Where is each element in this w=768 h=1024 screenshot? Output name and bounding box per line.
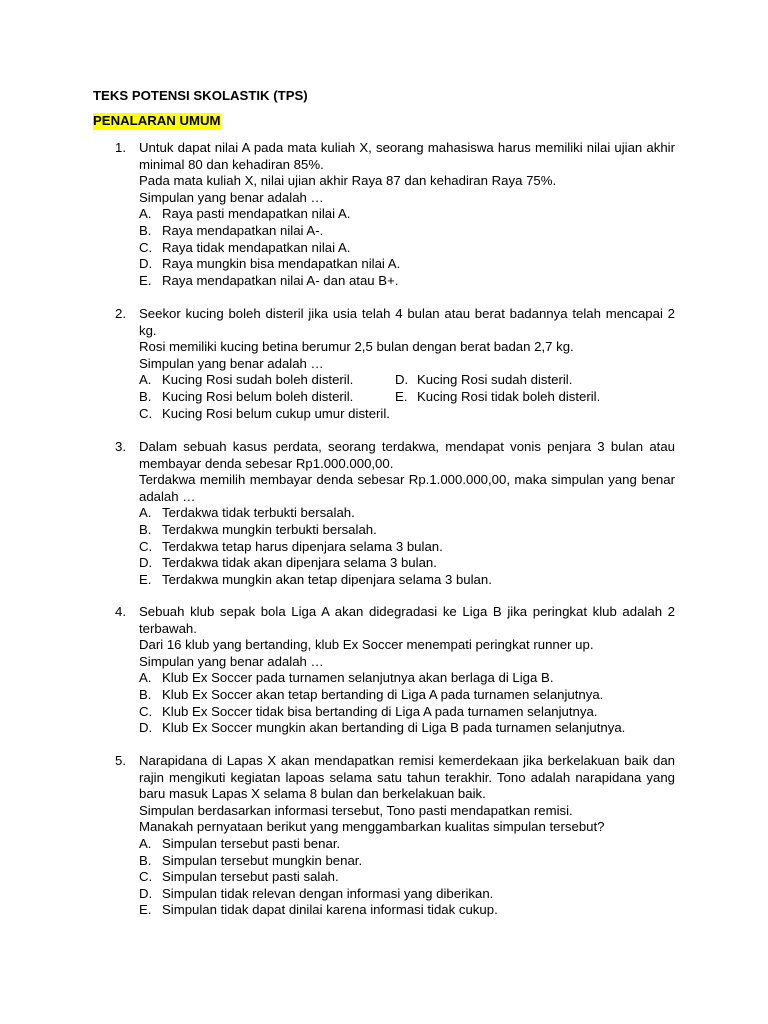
option-letter: B. xyxy=(139,222,152,238)
option-a xyxy=(139,505,675,522)
question-stem: Terdakwa memilih membayar denda sebesar Rp.1.000.000,00, maka simpulan yang benar adalah … xyxy=(139,472,675,504)
question-prompt: Simpulan yang benar adalah … xyxy=(139,355,324,371)
question-stem: Seekor kucing boleh disteril jika usia telah 4 bulan atau berat badannya telah mencapai 2 kg. xyxy=(139,306,675,338)
option-text: Kucing Rosi belum cukup umur disteril. xyxy=(162,405,390,421)
question-stem: Narapidana di Lapas X akan mendapatkan remisi kemerdekaan jika berkelakuan baik dan rajin mengikuti kegiatan lapoas selama satu tahun terakhir. Tono adalah narapidana yang baru masuk Lapas X selama 8 bulan dan berkelakuan baik. xyxy=(139,753,675,802)
question-body xyxy=(139,439,675,588)
question-number: 3. xyxy=(115,439,126,454)
option-b xyxy=(139,853,675,870)
option-text: Klub Ex Soccer akan tetap bertanding di Liga A pada turnamen selanjutnya. xyxy=(162,686,604,702)
question-number: 1. xyxy=(115,140,126,155)
option-text: Raya mungkin bisa mendapatkan nilai A. xyxy=(162,256,401,272)
option-letter: B. xyxy=(139,686,152,702)
question-stem: Rosi memiliki kucing betina berumur 2,5 bulan dengan berat badan 2,7 kg. xyxy=(139,339,574,355)
question-stem: Sebuah klub sepak bola Liga A akan didegradasi ke Liga B jika peringkat klub adalah 2 terbawah. xyxy=(139,604,675,636)
question-4 xyxy=(115,604,675,737)
question-body xyxy=(139,604,675,737)
option-text: Simpulan tersebut pasti salah. xyxy=(162,869,339,885)
option-letter: D. xyxy=(395,372,409,388)
question-prompt: Simpulan yang benar adalah … xyxy=(139,653,324,669)
option-text: Kucing Rosi tidak boleh disteril. xyxy=(417,388,601,404)
question-number: 5. xyxy=(115,753,126,768)
option-c xyxy=(139,240,675,257)
option-letter: E. xyxy=(395,388,408,404)
options-row xyxy=(139,406,675,423)
option-text: Klub Ex Soccer mungkin akan bertanding di Liga B pada turnamen selanjutnya. xyxy=(162,720,626,736)
question-1 xyxy=(115,140,675,289)
option-text: Raya pasti mendapatkan nilai A. xyxy=(162,206,351,222)
option-text: Terdakwa mungkin terbukti bersalah. xyxy=(162,521,377,537)
option-d xyxy=(139,256,675,273)
option-letter: B. xyxy=(139,521,152,537)
option-text: Simpulan tidak dapat dinilai karena informasi tidak cukup. xyxy=(162,902,498,918)
option-text: Raya mendapatkan nilai A- dan atau B+. xyxy=(162,272,399,288)
option-text: Raya tidak mendapatkan nilai A. xyxy=(162,239,351,255)
question-5 xyxy=(115,753,675,919)
question-stem: Simpulan berdasarkan informasi tersebut, Tono pasti mendapatkan remisi. xyxy=(139,802,573,818)
option-text: Klub Ex Soccer tidak bisa bertanding di Liga A pada turnamen selanjutnya. xyxy=(162,703,598,719)
option-d xyxy=(395,372,572,389)
options-two-column xyxy=(139,372,675,422)
option-letter: E. xyxy=(139,571,152,587)
question-2 xyxy=(115,306,675,422)
option-letter: A. xyxy=(139,372,152,388)
option-letter: C. xyxy=(139,703,153,719)
option-text: Simpulan tersebut mungkin benar. xyxy=(162,852,363,868)
option-d xyxy=(139,886,675,903)
question-number: 4. xyxy=(115,604,126,619)
option-d xyxy=(139,555,675,572)
option-text: Terdakwa tidak akan dipenjara selama 3 bulan. xyxy=(162,555,437,571)
option-e xyxy=(139,273,675,290)
option-c xyxy=(139,406,390,423)
option-d xyxy=(139,720,675,737)
option-letter: D. xyxy=(139,885,153,901)
option-letter: A. xyxy=(139,505,152,521)
option-text: Terdakwa tetap harus dipenjara selama 3 bulan. xyxy=(162,538,443,554)
option-text: Terdakwa mungkin akan tetap dipenjara selama 3 bulan. xyxy=(162,571,492,587)
question-prompt: Manakah pernyataan berikut yang menggambarkan kualitas simpulan tersebut? xyxy=(139,819,605,835)
option-b xyxy=(139,223,675,240)
option-a xyxy=(139,206,675,223)
question-stem: Pada mata kuliah X, nilai ujian akhir Raya 87 dan kehadiran Raya 75%. xyxy=(139,173,557,189)
option-letter: A. xyxy=(139,206,152,222)
option-letter: B. xyxy=(139,852,152,868)
question-stem: Dari 16 klub yang bertanding, klub Ex Soccer menempati peringkat runner up. xyxy=(139,637,594,653)
section-heading-highlighted: PENALARAN UMUM xyxy=(93,113,221,128)
question-prompt: Simpulan yang benar adalah … xyxy=(139,189,324,205)
option-letter: E. xyxy=(139,902,152,918)
option-text: Kucing Rosi sudah boleh disteril. xyxy=(162,372,354,388)
options-row xyxy=(139,372,675,389)
option-letter: A. xyxy=(139,670,152,686)
question-body xyxy=(139,753,675,919)
option-c xyxy=(139,869,675,886)
option-b xyxy=(139,522,675,539)
option-a xyxy=(139,670,675,687)
option-a xyxy=(139,836,675,853)
option-letter: E. xyxy=(139,272,152,288)
option-text: Kucing Rosi sudah disteril. xyxy=(417,372,573,388)
option-letter: D. xyxy=(139,256,153,272)
option-text: Simpulan tersebut pasti benar. xyxy=(162,835,341,851)
option-letter: A. xyxy=(139,835,152,851)
option-letter: D. xyxy=(139,720,153,736)
option-letter: C. xyxy=(139,538,153,554)
option-e xyxy=(395,389,600,406)
option-e xyxy=(139,572,675,589)
option-c xyxy=(139,704,675,721)
question-body xyxy=(139,306,675,422)
option-letter: C. xyxy=(139,869,153,885)
question-number: 2. xyxy=(115,306,126,321)
option-text: Simpulan tidak relevan dengan informasi yang diberikan. xyxy=(162,885,494,901)
option-text: Klub Ex Soccer pada turnamen selanjutnya akan berlaga di Liga B. xyxy=(162,670,554,686)
option-c xyxy=(139,539,675,556)
option-letter: B. xyxy=(139,388,152,404)
option-letter: C. xyxy=(139,239,153,255)
option-e xyxy=(139,902,675,919)
option-a xyxy=(139,372,353,389)
option-text: Terdakwa tidak terbukti bersalah. xyxy=(162,505,355,521)
option-text: Kucing Rosi belum boleh disteril. xyxy=(162,388,354,404)
option-b xyxy=(139,687,675,704)
question-3 xyxy=(115,439,675,588)
option-letter: D. xyxy=(139,555,153,571)
page-title: TEKS POTENSI SKOLASTIK (TPS) xyxy=(93,88,308,103)
question-body xyxy=(139,140,675,289)
option-b xyxy=(139,389,353,406)
question-stem: Untuk dapat nilai A pada mata kuliah X, seorang mahasiswa harus memiliki nilai ujian akhir minimal 80 dan kehadiran 85%. xyxy=(139,140,675,172)
question-stem: Dalam sebuah kasus perdata, seorang terdakwa, mendapat vonis penjara 3 bulan atau membayar denda sebesar Rp1.000.000,00. xyxy=(139,439,675,471)
options-row xyxy=(139,389,675,406)
option-letter: C. xyxy=(139,405,153,421)
option-text: Raya mendapatkan nilai A-. xyxy=(162,222,324,238)
